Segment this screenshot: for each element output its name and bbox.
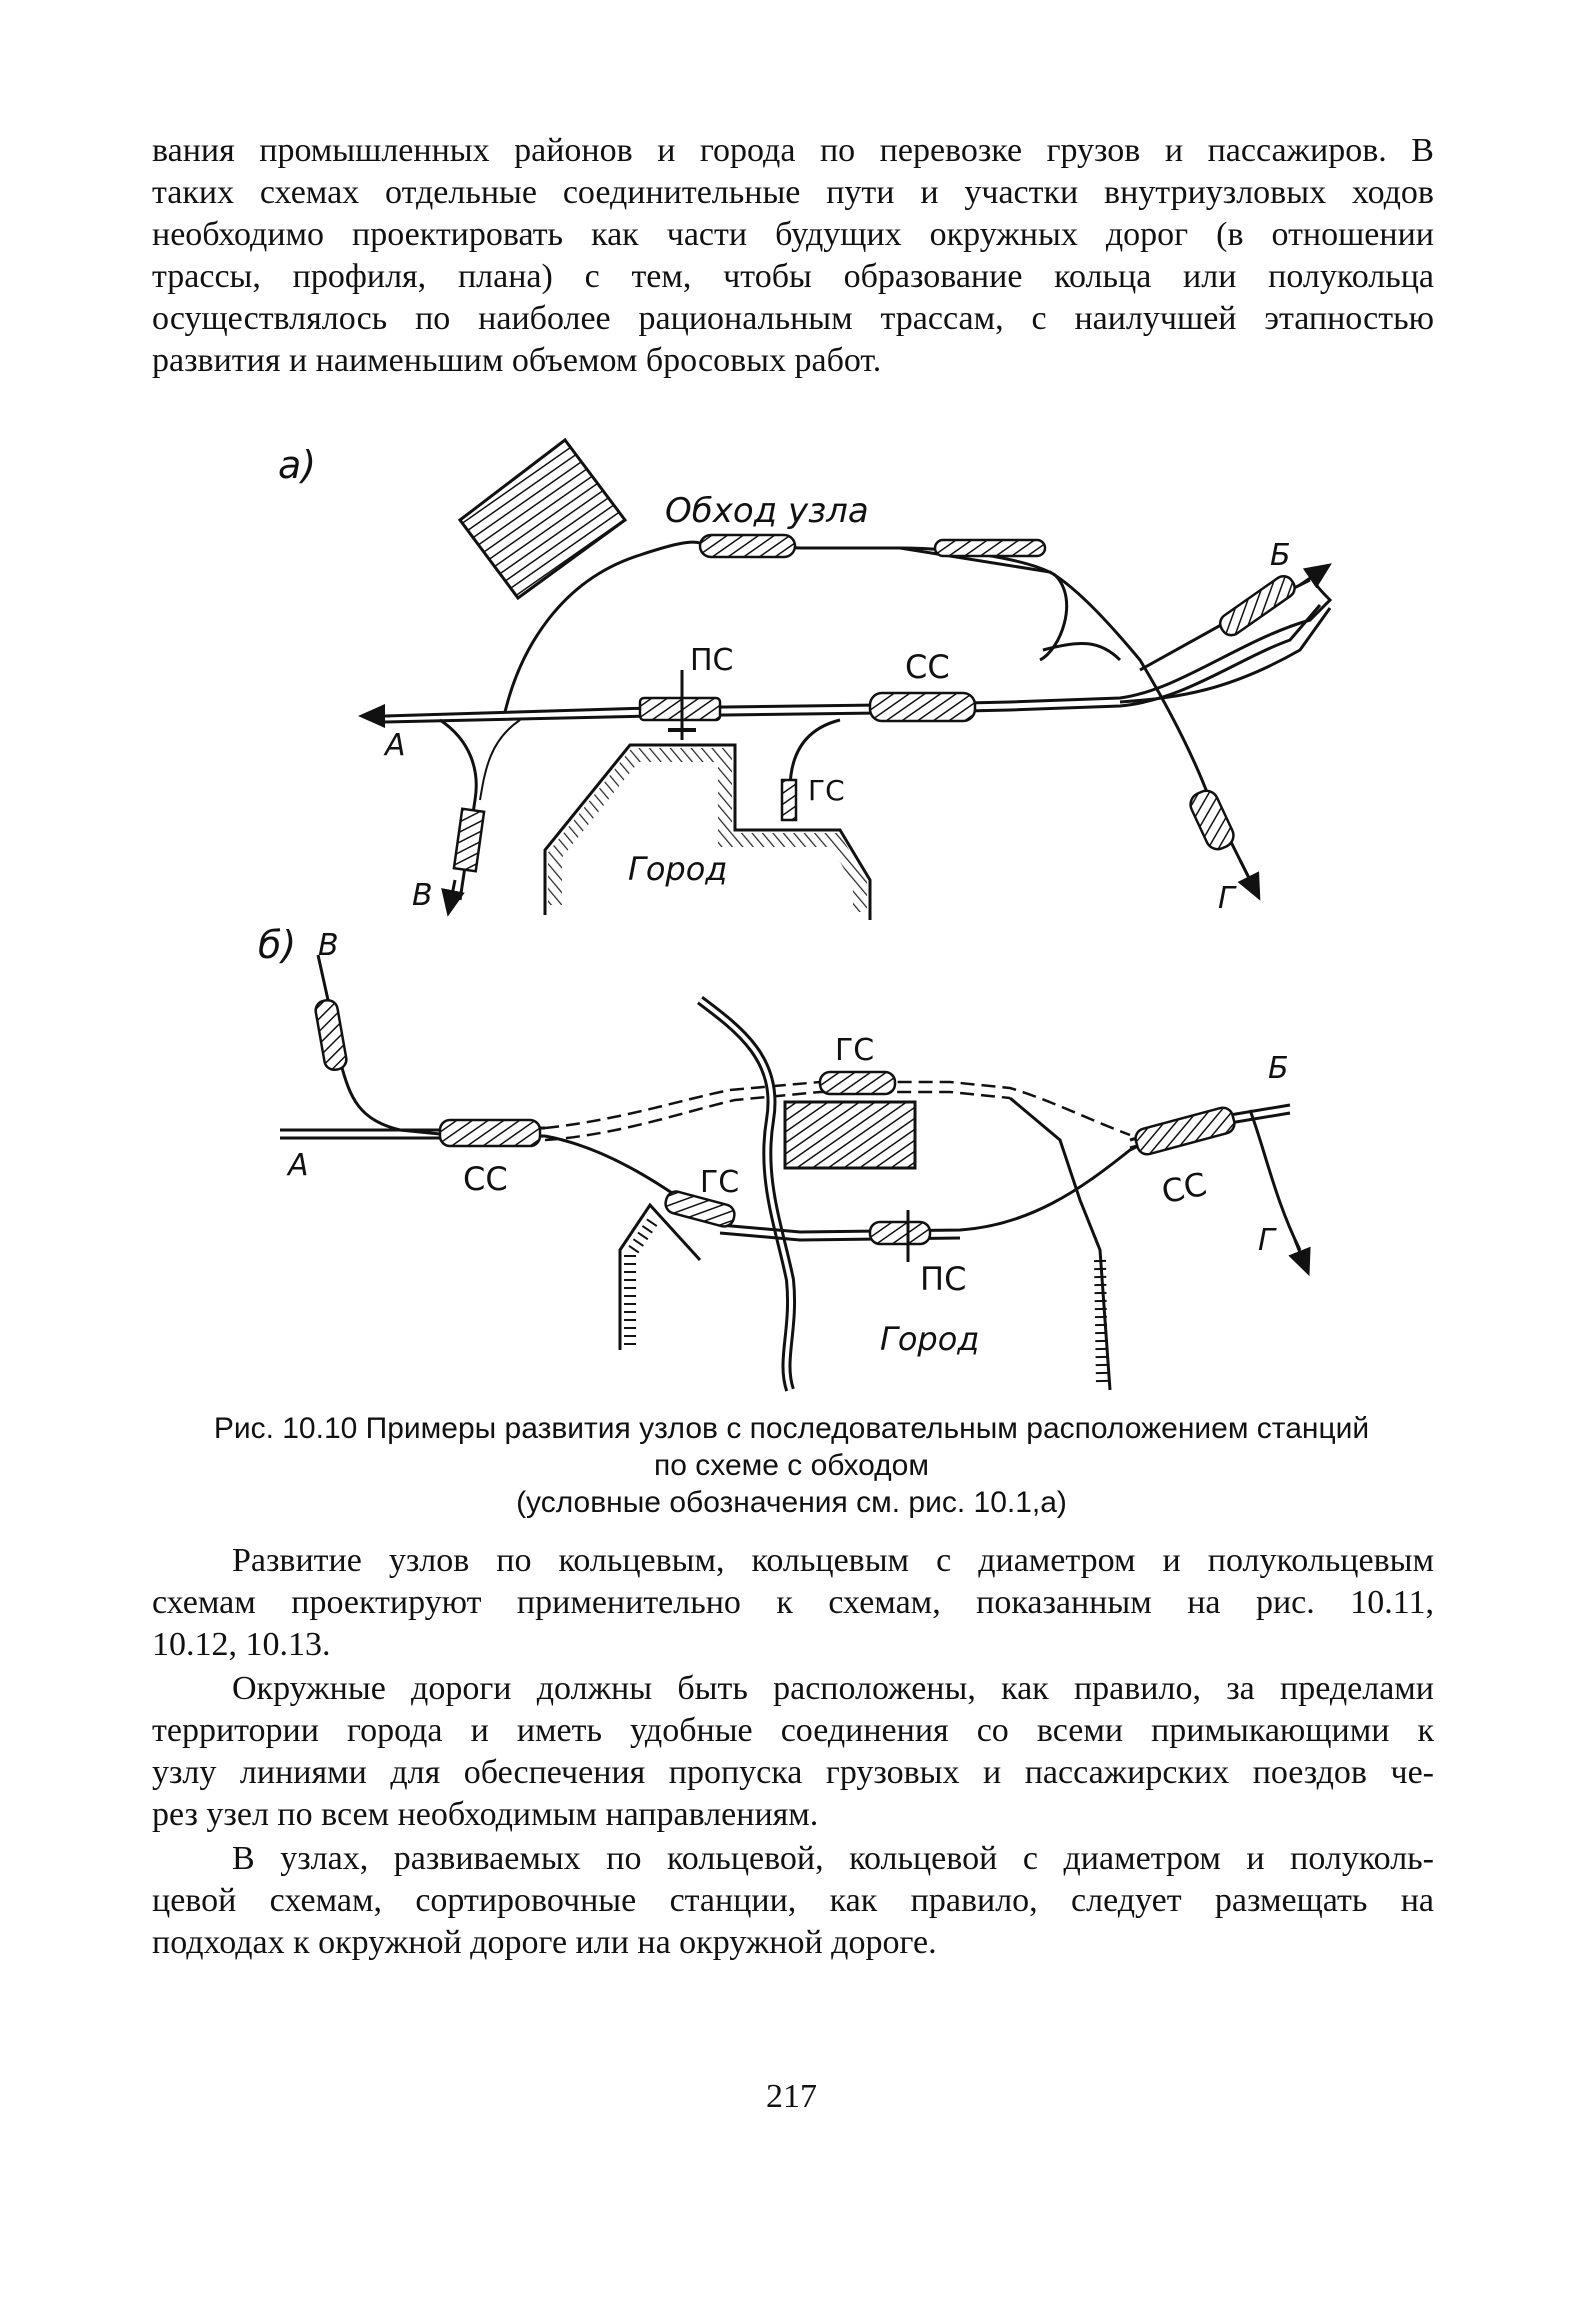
label-gs-a: ГС — [808, 774, 845, 807]
text-line: схемам проектируют применительно к схемам, показанным на рис. 10.11, — [152, 1584, 1434, 1621]
station-ps-b — [870, 1222, 930, 1244]
text-line: Окружные дороги должны быть расположены, как правило, за пределами — [232, 1670, 1434, 1707]
text-line: Развитие узлов по кольцевым, кольцевым с диаметром и полукольцевым — [232, 1542, 1434, 1579]
station-gs-top-b — [820, 1072, 895, 1094]
dir-v-label-b: В — [318, 928, 339, 963]
page-number: 217 — [766, 2078, 817, 2115]
station-ss-right-b — [1133, 1106, 1236, 1157]
label-ps-a: ПС — [690, 643, 734, 678]
city-label-b: Город — [880, 1320, 980, 1358]
label-ss-left-b: СС — [463, 1160, 508, 1198]
text-line: 10.12, 10.13. — [152, 1626, 331, 1663]
dir-g-label-a: Г — [1218, 881, 1235, 916]
label-ss-a: СС — [905, 648, 950, 686]
dir-b-label-a: Б — [1270, 538, 1291, 573]
text-line: цевой схемам, сортировочные станции, как правило, следует размещать на — [152, 1882, 1434, 1919]
text-line: подходах к окружной дороге или на окружной дороге. — [152, 1924, 937, 1961]
city-label-a: Город — [628, 850, 728, 888]
label-gs-left-b: ГС — [700, 1165, 740, 1200]
paragraph-3 — [152, 1668, 1434, 1836]
dir-b-label-b: Б — [1268, 1051, 1289, 1086]
station-v-b — [314, 999, 348, 1072]
dir-a-label-a: А — [385, 728, 406, 763]
depot-block-b — [785, 1102, 915, 1168]
dir-a-label-b: А — [288, 1148, 309, 1183]
dir-g-label-b: Г — [1258, 1223, 1275, 1258]
city-outline-b-right — [1010, 1098, 1110, 1390]
panel-label-b: б) — [258, 923, 297, 967]
text-line: таких схемах отдельные соединительные пути и участки внутриузловых ходов — [152, 174, 1434, 211]
text-line: вания промышленных районов и города по перевозке грузов и пассажиров. В — [152, 132, 1434, 169]
figure-caption — [150, 1410, 1433, 1521]
text-line: осуществлялось по наиболее рациональным трассам, с наилучшей этапностью — [152, 300, 1434, 337]
text-line: В узлах, развиваемых по кольцевой, кольцевой с диаметром и полуколь- — [232, 1840, 1434, 1877]
dir-v-label-a: В — [412, 878, 433, 913]
caption-line: по схеме с обходом — [654, 1449, 929, 1482]
caption-line: (условные обозначения см. рис. 10.1,а) — [516, 1486, 1067, 1519]
paragraph-4 — [152, 1838, 1434, 1964]
label-gs-top-b: ГС — [835, 1033, 875, 1068]
station-ss-left-b — [440, 1120, 540, 1146]
text-line: узлу линиями для обеспечения пропуска грузовых и пассажирских поездов че- — [152, 1754, 1434, 1791]
text-line: рез узел по всем необходимым направлениям. — [152, 1796, 819, 1833]
paragraph-2 — [152, 1540, 1434, 1666]
label-ps-b: ПС — [920, 1260, 967, 1298]
text-line: территории города и иметь удобные соединения со всеми примыкающими к — [152, 1712, 1434, 1749]
text-line: развития и наименьшим объемом бросовых работ. — [152, 342, 882, 379]
caption-line: Рис. 10.10 Примеры развития узлов с последовательным расположением станций — [213, 1412, 1370, 1445]
text-line: необходимо проектировать как части будущих окружных дорог (в отношении — [152, 216, 1434, 253]
bypass-label: Обход узла — [665, 491, 869, 531]
text-line: трассы, профиля, плана) с тем, чтобы образование кольца или полукольца — [152, 258, 1434, 295]
label-ss-right-b: СС — [1158, 1164, 1210, 1212]
panel-label-a: а) — [278, 443, 317, 487]
